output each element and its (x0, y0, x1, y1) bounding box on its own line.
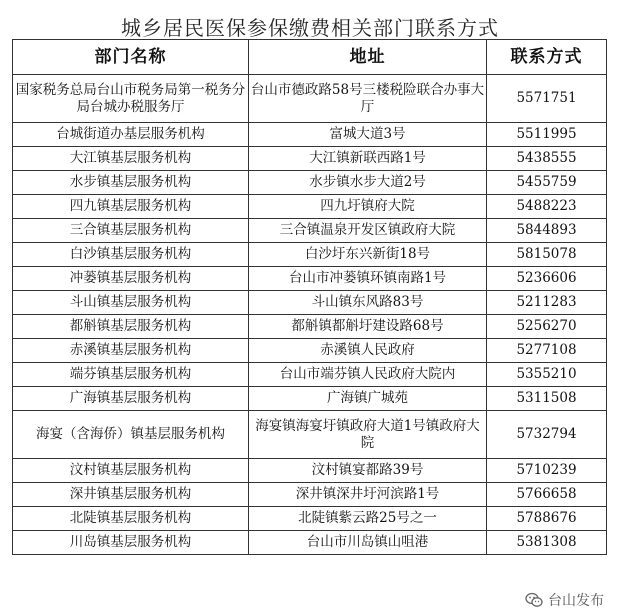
table-row (13, 507, 607, 531)
table-row (13, 315, 607, 339)
phone-cell: 5236606 (487, 267, 607, 291)
table-row (13, 483, 607, 507)
phone-cell: 5455759 (487, 171, 607, 195)
department-cell: 北陡镇基层服务机构 (13, 507, 249, 531)
table-row (13, 363, 607, 387)
header-address: 地址 (249, 40, 487, 75)
address-cell: 台山市川岛镇山咀港 (249, 531, 487, 555)
address-cell: 水步镇水步大道2号 (249, 171, 487, 195)
department-cell: 川岛镇基层服务机构 (13, 531, 249, 555)
table-row (13, 147, 607, 171)
phone-cell: 5211283 (487, 291, 607, 315)
phone-cell: 5710239 (487, 459, 607, 483)
address-cell: 台山市冲蒌镇环镇南路1号 (249, 267, 487, 291)
phone-cell: 5732794 (487, 411, 607, 459)
phone-cell: 5311508 (487, 387, 607, 411)
address-cell: 广海镇广城苑 (249, 387, 487, 411)
address-cell: 汶村镇宴都路39号 (249, 459, 487, 483)
department-cell: 四九镇基层服务机构 (13, 195, 249, 219)
phone-cell: 5355210 (487, 363, 607, 387)
department-cell: 赤溪镇基层服务机构 (13, 339, 249, 363)
address-cell: 深井镇深井圩河滨路1号 (249, 483, 487, 507)
address-cell: 三合镇温泉开发区镇政府大院 (249, 219, 487, 243)
address-cell: 白沙圩东兴新街18号 (249, 243, 487, 267)
header-department: 部门名称 (13, 40, 249, 75)
table-row (13, 267, 607, 291)
department-cell: 台城街道办基层服务机构 (13, 123, 249, 147)
department-cell: 白沙镇基层服务机构 (13, 243, 249, 267)
watermark (525, 590, 604, 610)
department-cell: 水步镇基层服务机构 (13, 171, 249, 195)
department-cell: 端芬镇基层服务机构 (13, 363, 249, 387)
table-row (13, 171, 607, 195)
table-row (13, 75, 607, 123)
table-row (13, 531, 607, 555)
address-cell: 斗山镇东风路83号 (249, 291, 487, 315)
department-cell: 深井镇基层服务机构 (13, 483, 249, 507)
header-contact: 联系方式 (487, 40, 607, 75)
phone-cell: 5488223 (487, 195, 607, 219)
address-cell: 都斛镇都斛圩建设路68号 (249, 315, 487, 339)
department-cell: 冲蒌镇基层服务机构 (13, 267, 249, 291)
phone-cell: 5766658 (487, 483, 607, 507)
phone-cell: 5381308 (487, 531, 607, 555)
department-cell: 大江镇基层服务机构 (13, 147, 249, 171)
phone-cell: 5571751 (487, 75, 607, 123)
address-cell: 四九圩镇府大院 (249, 195, 487, 219)
address-cell: 赤溪镇人民政府 (249, 339, 487, 363)
table-row (13, 195, 607, 219)
department-cell: 广海镇基层服务机构 (13, 387, 249, 411)
phone-cell: 5815078 (487, 243, 607, 267)
phone-cell: 5277108 (487, 339, 607, 363)
table-header-row (13, 40, 607, 75)
table-row (13, 339, 607, 363)
address-cell: 台山市德政路58号三楼税险联合办事大厅 (249, 75, 487, 123)
department-cell: 三合镇基层服务机构 (13, 219, 249, 243)
address-cell: 台山市端芬镇人民政府大院内 (249, 363, 487, 387)
department-cell: 都斛镇基层服务机构 (13, 315, 249, 339)
contacts-table (12, 39, 607, 555)
phone-cell: 5788676 (487, 507, 607, 531)
phone-cell: 5438555 (487, 147, 607, 171)
wechat-icon (525, 592, 543, 608)
department-cell: 斗山镇基层服务机构 (13, 291, 249, 315)
table-row (13, 219, 607, 243)
table-row (13, 459, 607, 483)
department-cell: 海宴（含海侨）镇基层服务机构 (13, 411, 249, 459)
address-cell: 富城大道3号 (249, 123, 487, 147)
address-cell: 大江镇新联西路1号 (249, 147, 487, 171)
table-row (13, 243, 607, 267)
department-cell: 国家税务总局台山市税务局第一税务分局台城办税服务厅 (13, 75, 249, 123)
address-cell: 海宴镇海宴圩镇政府大道1号镇政府大院 (249, 411, 487, 459)
table-row (13, 123, 607, 147)
address-cell: 北陡镇紫云路25号之一 (249, 507, 487, 531)
phone-cell: 5844893 (487, 219, 607, 243)
table-row (13, 387, 607, 411)
table-row (13, 291, 607, 315)
phone-cell: 5511995 (487, 123, 607, 147)
table-row (13, 411, 607, 459)
page-title: 城乡居民医保参保缴费相关部门联系方式 (121, 16, 499, 40)
department-cell: 汶村镇基层服务机构 (13, 459, 249, 483)
watermark-text: 台山发布 (548, 593, 604, 609)
phone-cell: 5256270 (487, 315, 607, 339)
